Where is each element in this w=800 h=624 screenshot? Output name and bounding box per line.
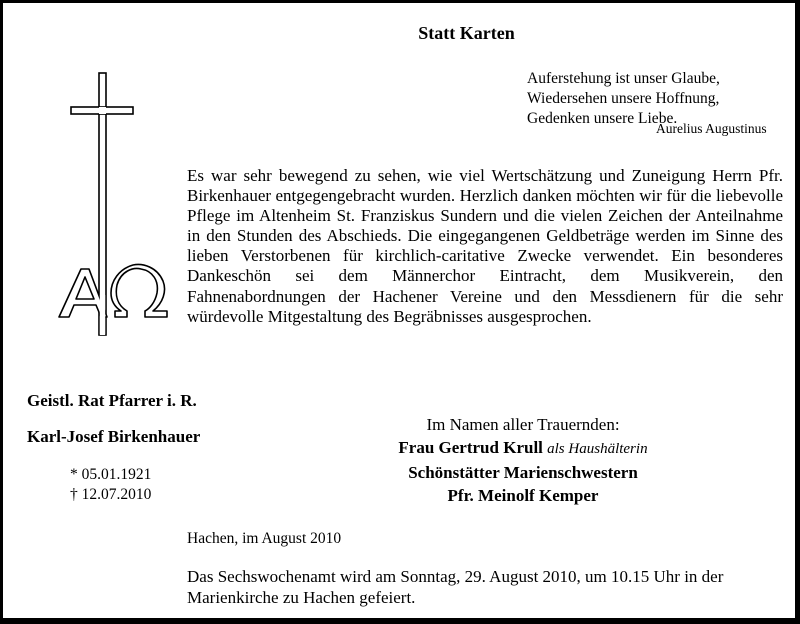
quote-author: Aurelius Augustinus xyxy=(656,121,767,136)
header-title: Statt Karten xyxy=(418,23,515,43)
deceased-title: Geistl. Rat Pfarrer i. R. xyxy=(27,391,197,410)
mourner-line xyxy=(373,436,673,461)
birth-date: * 05.01.1921 xyxy=(70,466,152,483)
place-date: Hachen, im August 2010 xyxy=(187,530,342,547)
quote-block xyxy=(527,69,720,129)
cross-alpha-omega-icon xyxy=(55,69,175,339)
mourner-group: Schönstätter Marienschwestern xyxy=(408,463,638,482)
header xyxy=(3,23,795,44)
mourners-block xyxy=(373,413,673,507)
deceased-name: Karl-Josef Birkenhauer xyxy=(27,427,201,446)
quote-line: Auferstehung ist unser Glaube, xyxy=(527,70,720,87)
death-date: † 12.07.2010 xyxy=(70,486,152,503)
life-dates xyxy=(70,465,151,505)
body-paragraph: Es war sehr bewegend zu sehen, wie viel Wertschätzung und Zuneigung Herrn Pfr. Birkenhauer entgegengebracht wurden. Herzlich danken möchten wir für die liebevolle Pflege im Altenheim St. Franziskus Sundern und die vielen Zeichen der Anteilnahme in den Stunden des Abschieds. Die eingegangenen Geldbeträge werden im Sinne des lieben Verstorbenen für kirchlich-caritative Zwecke verwendet. Ein besonderes Dankeschön sei dem Männerchor Eintracht, dem Musikverein, den Fahnenabordnungen der Hachener Vereine und den Messdienern für die sehr würdevolle Mitgestaltung des Begräbnisses ausgesprochen. xyxy=(187,166,783,326)
service-notice: Das Sechswochenamt wird am Sonntag, 29. August 2010, um 10.15 Uhr in der Marienkirche zu Hachen gefeiert. xyxy=(187,567,724,607)
mourner-name: Pfr. Meinolf Kemper xyxy=(447,486,599,505)
mourner-name: Frau Gertrud Krull xyxy=(398,438,543,457)
mourner-role: als Haushälterin xyxy=(547,441,648,457)
quote-line: Wiedersehen unsere Hoffnung, xyxy=(527,90,720,107)
quote-line: Gedenken unsere Liebe. xyxy=(527,110,678,127)
mourners-intro: Im Namen aller Trauernden: xyxy=(426,415,620,434)
